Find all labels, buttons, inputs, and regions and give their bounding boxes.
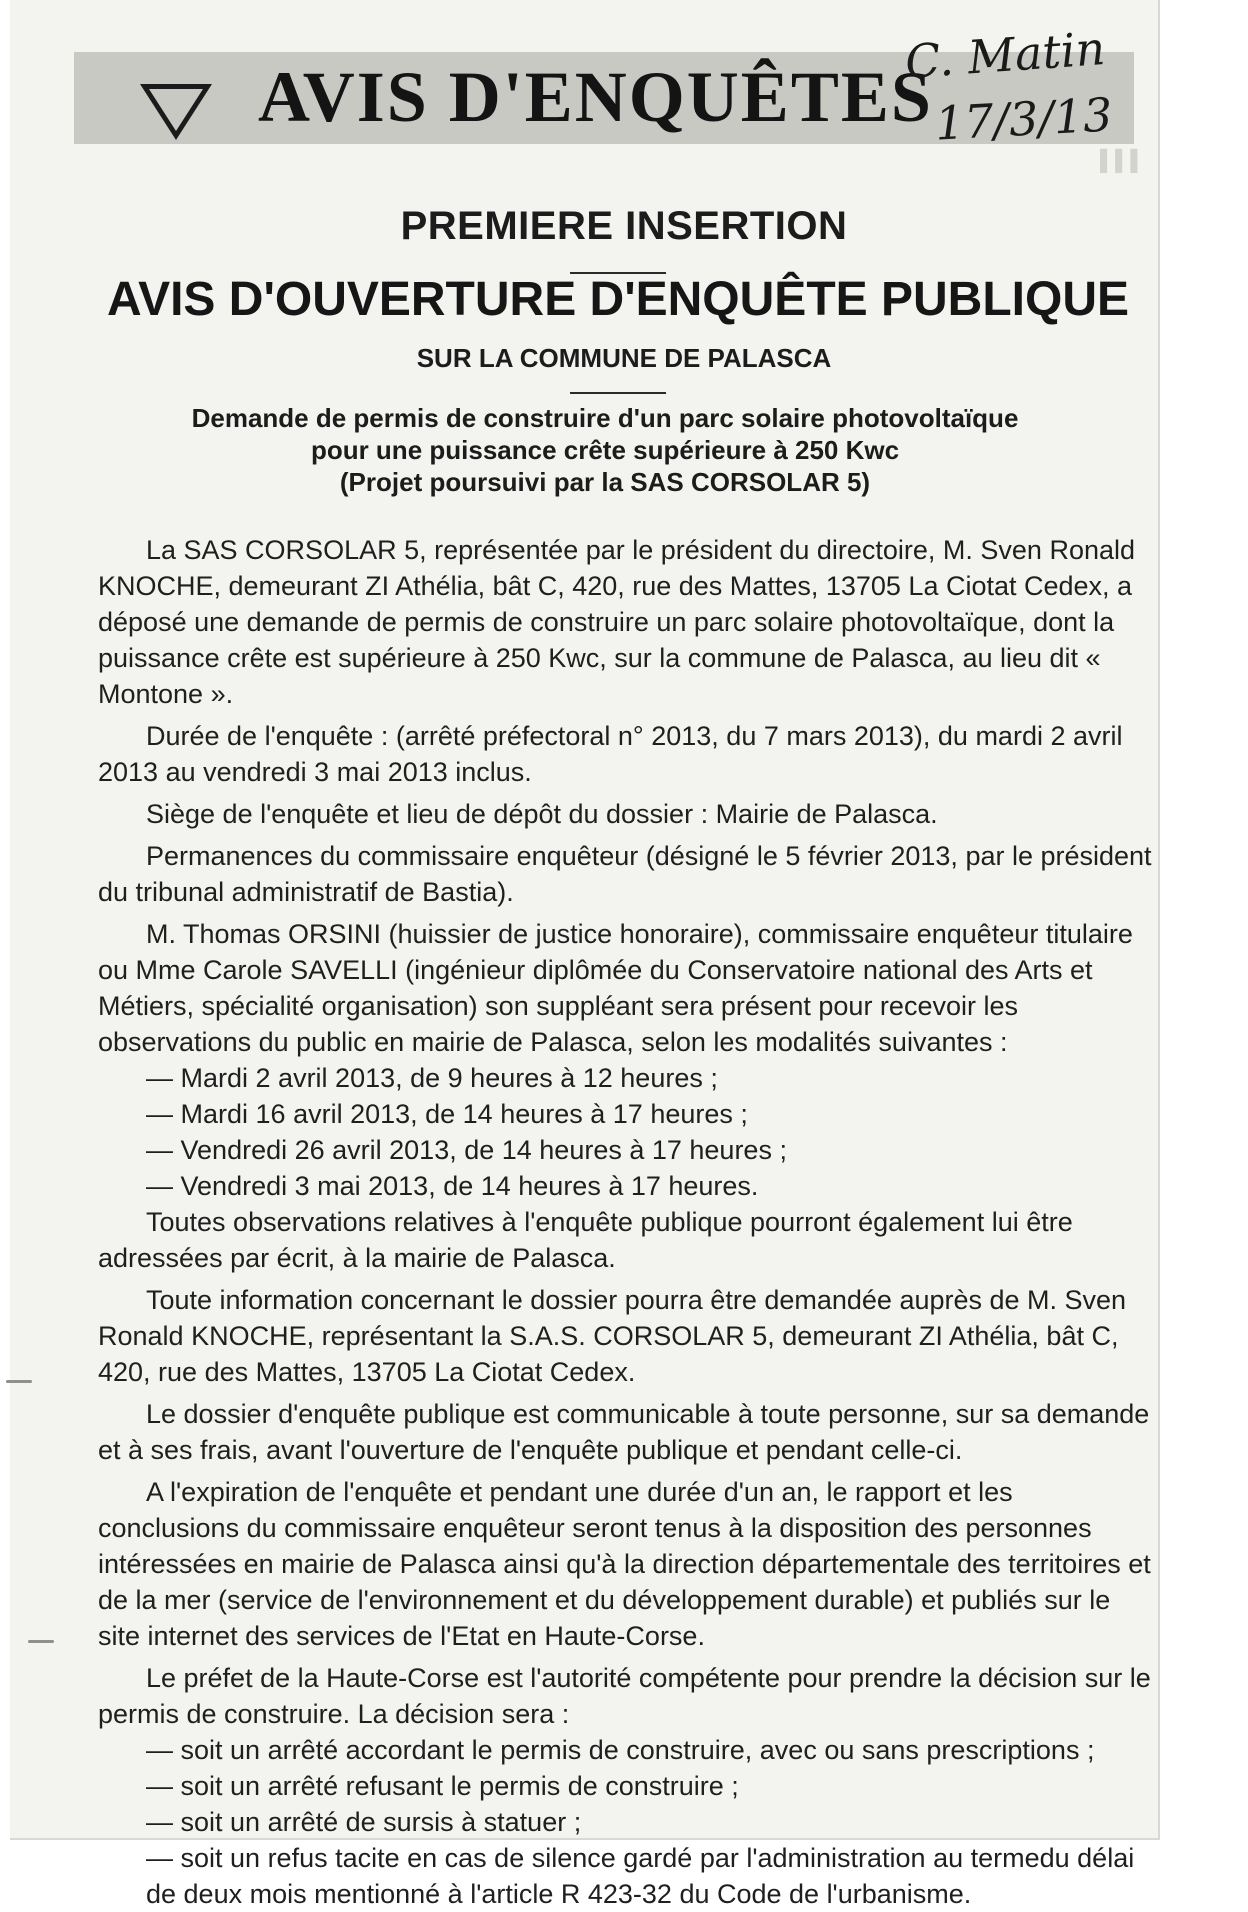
divider	[570, 392, 666, 394]
list-item: — Mardi 16 avril 2013, de 14 heures à 17 heures ;	[98, 1096, 1158, 1132]
schedule-list	[98, 1060, 1158, 1204]
body-paragraph: Toute information concernant le dossier pourra être demandée auprès de M. Sven Ronald KNOCHE, représentant la S.A.S. CORSOLAR 5, demeurant ZI Athélia, bât C, 420, rue des Mattes, 13705 La Ciotat Cedex.	[98, 1285, 1127, 1387]
handwritten-source-note: C. Matin	[903, 21, 1107, 89]
notice-body	[98, 532, 1158, 1912]
scan-smudge	[28, 1640, 54, 1643]
project-subtitle	[130, 402, 1080, 498]
body-paragraph: Siège de l'enquête et lieu de dépôt du dossier : Mairie de Palasca.	[146, 799, 938, 829]
list-item: — Mardi 2 avril 2013, de 9 heures à 12 heures ;	[98, 1060, 1158, 1096]
scan-smudge	[6, 1380, 32, 1383]
list-item: — Vendredi 3 mai 2013, de 14 heures à 17 heures.	[98, 1168, 1158, 1204]
handwritten-date-note: 17/3/13	[933, 87, 1114, 151]
body-paragraph: Toutes observations relatives à l'enquête publique pourront également lui être adressées par écrit, à la mairie de Palasca.	[98, 1207, 1073, 1273]
insertion-heading: PREMIERE INSERTION	[400, 204, 848, 248]
body-paragraph: A l'expiration de l'enquête et pendant une durée d'un an, le rapport et les conclusions du commissaire enquêteur seront tenus à la disposition des personnes intéressées en mairie de Palasca ainsi qu'à la direction départementale des territoires et de la mer (service de l'environnement et du développement durable) et publiés sur le site internet des services de l'Etat en Haute-Corse.	[98, 1477, 1151, 1651]
list-item: — Vendredi 26 avril 2013, de 14 heures à 17 heures ;	[98, 1132, 1158, 1168]
body-paragraph: Permanences du commissaire enquêteur (désigné le 5 février 2013, par le président du tribunal administratif de Bastia).	[98, 841, 1152, 907]
body-paragraph: Durée de l'enquête : (arrêté préfectoral n° 2013, du 7 mars 2013), du mardi 2 avril 2013 au vendredi 3 mai 2013 inclus.	[98, 721, 1123, 787]
commune-heading: SUR LA COMMUNE DE PALASCA	[416, 343, 832, 373]
body-paragraph: La SAS CORSOLAR 5, représentée par le président du directoire, M. Sven Ronald KNOCHE, demeurant ZI Athélia, bât C, 420, rue des Mattes, 13705 La Ciotat Cedex, a déposé une demande de permis de construire un parc solaire photovoltaïque, dont la puissance crête est supérieure à 250 Kwc, sur la commune de Palasca, au lieu dit « Montone ».	[98, 535, 1136, 709]
list-item: — soit un arrêté refusant le permis de construire ;	[98, 1768, 1158, 1804]
subtitle-line: Demande de permis de construire d'un parc solaire photovoltaïque	[191, 403, 1019, 433]
decision-list	[98, 1732, 1158, 1912]
list-item: — soit un arrêté accordant le permis de construire, avec ou sans prescriptions ;	[98, 1732, 1158, 1768]
down-triangle-icon-inner	[149, 89, 203, 131]
show-through-text: ▌▌▌	[1100, 150, 1146, 172]
list-item: — soit un refus tacite en cas de silence gardé par l'administration au termedu délai de deux mois mentionné à l'article R 423-32 du Code de l'urbanisme.	[98, 1840, 1158, 1912]
body-paragraph: M. Thomas ORSINI (huissier de justice honoraire), commissaire enquêteur titulaire ou Mme Carole SAVELLI (ingénieur diplômée du Conservatoire national des Arts et Métiers, spécialité organisation) son suppléant sera présent pour recevoir les observations du public en mairie de Palasca, selon les modalités suivantes :	[98, 919, 1133, 1057]
body-paragraph: Le dossier d'enquête publique est communicable à toute personne, sur sa demande et à ses frais, avant l'ouverture de l'enquête publique et pendant celle-ci.	[98, 1399, 1150, 1465]
subtitle-line: pour une puissance crête supérieure à 250 Kwc	[310, 435, 900, 465]
list-item: — soit un arrêté de sursis à statuer ;	[98, 1804, 1158, 1840]
section-title: AVIS D'ENQUÊTES	[258, 57, 933, 137]
notice-title: AVIS D'OUVERTURE D'ENQUÊTE PUBLIQUE	[106, 273, 1130, 326]
body-paragraph: Le préfet de la Haute-Corse est l'autorité compétente pour prendre la décision sur le permis de construire. La décision sera :	[98, 1663, 1151, 1729]
subtitle-line: (Projet poursuivi par la SAS CORSOLAR 5)	[339, 467, 871, 497]
